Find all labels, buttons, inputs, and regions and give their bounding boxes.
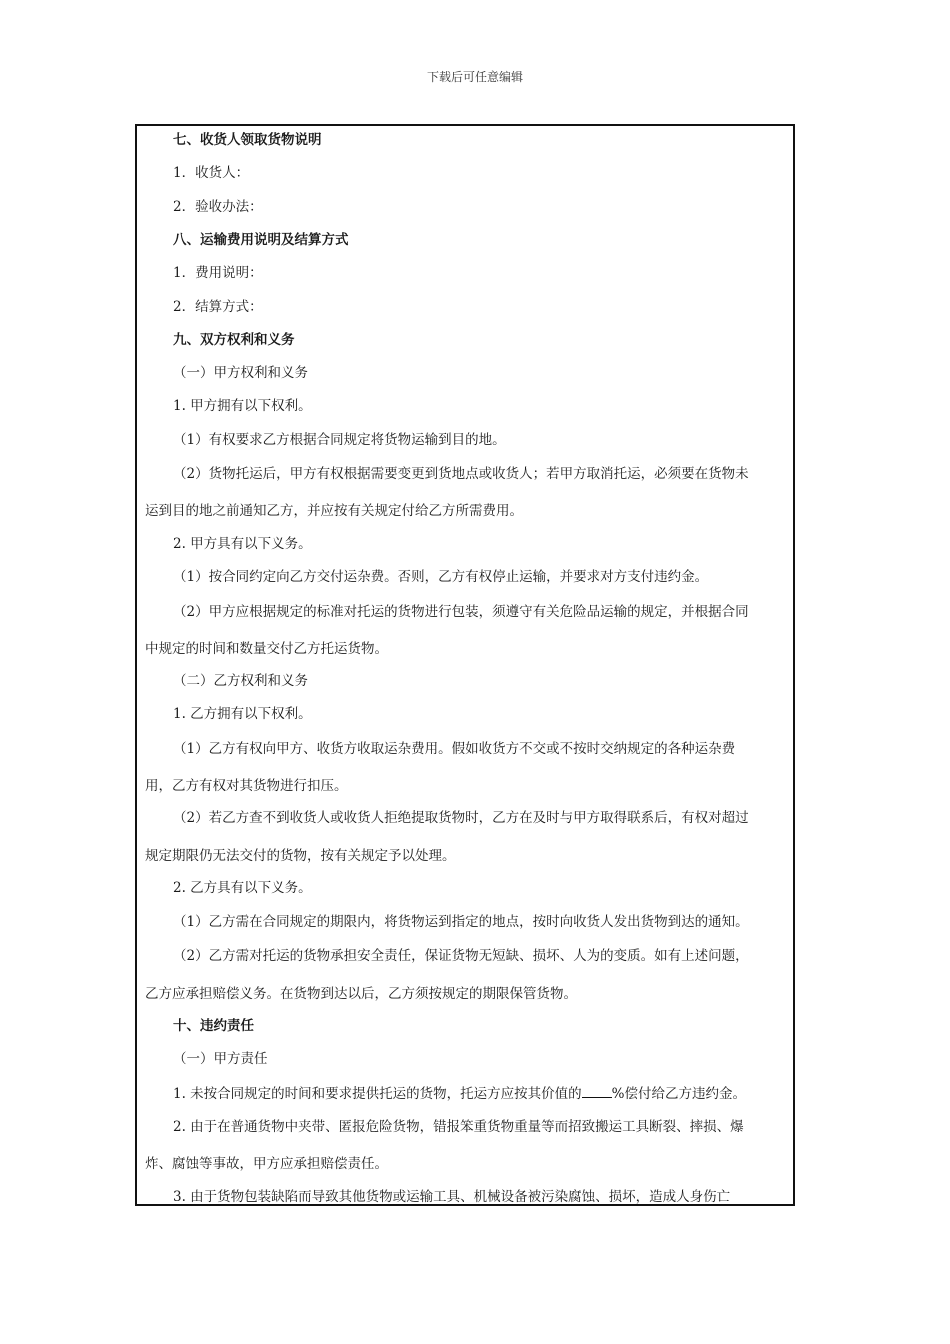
section-10-a-2: 2. 由于在普通货物中夹带、匿报危险货物，错报笨重货物重量等而招致搬运工具断裂、摔损、爆 xyxy=(173,1119,744,1135)
section-9-b-2: 2. 乙方具有以下义务。 xyxy=(173,880,312,896)
section-10-title: 十、违约责任 xyxy=(173,1018,254,1034)
section-9-b-1-1: （1）乙方有权向甲方、收货方收取运杂费用。假如收货方不交或不按时交纳规定的各种运杂费 xyxy=(173,741,736,757)
section-9-b-1-2-cont: 规定期限仍无法交付的货物，按有关规定予以处理。 xyxy=(145,848,456,864)
section-7-title: 七、收货人领取货物说明 xyxy=(173,132,322,148)
percentage-blank xyxy=(582,1083,612,1098)
section-9-b-2-2-cont: 乙方应承担赔偿义务。在货物到达以后，乙方须按规定的期限保管货物。 xyxy=(145,986,577,1002)
section-7-item-1: 1．收货人： xyxy=(173,165,250,181)
section-9-b-2-2: （2）乙方需对托运的货物承担安全责任，保证货物无短缺、损坏、人为的变质。如有上述问题， xyxy=(173,948,749,964)
contract-content-box xyxy=(135,124,795,1206)
section-10-a-2-cont: 炸、腐蚀等事故，甲方应承担赔偿责任。 xyxy=(145,1156,388,1172)
section-9-a-2-2: （2）甲方应根据规定的标准对托运的货物进行包装，须遵守有关危险品运输的规定，并根据合同 xyxy=(173,604,749,620)
section-8-item-1: 1．费用说明： xyxy=(173,265,263,281)
section-9-sub-a: （一）甲方权利和义务 xyxy=(173,365,308,381)
section-9-a-2-1: （1）按合同约定向乙方交付运杂费。否则，乙方有权停止运输，并要求对方支付违约金。 xyxy=(173,569,709,585)
section-9-a-1-2-cont: 运到目的地之前通知乙方，并应按有关规定付给乙方所需费用。 xyxy=(145,503,523,519)
section-8-title: 八、运输费用说明及结算方式 xyxy=(173,232,349,248)
page-header: 下载后可任意编辑 xyxy=(426,70,523,84)
section-9-a-1-2: （2）货物托运后，甲方有权根据需要变更到货地点或收货人；若甲方取消托运，必须要在货物未 xyxy=(173,466,749,482)
section-9-a-1-1: （1）有权要求乙方根据合同规定将货物运输到目的地。 xyxy=(173,432,506,448)
section-10-sub-a: （一）甲方责任 xyxy=(173,1051,268,1067)
section-7-item-2: 2．验收办法： xyxy=(173,199,263,215)
section-9-b-1: 1. 乙方拥有以下权利。 xyxy=(173,706,312,722)
section-9-title: 九、双方权利和义务 xyxy=(173,332,295,348)
section-8-item-2: 2．结算方式： xyxy=(173,299,263,315)
section-10-a-1 xyxy=(145,1083,785,1104)
section-10-a-1-text-after: %偿付给乙方违约金。 xyxy=(611,1086,746,1102)
section-10-a-1-text-before: 1. 未按合同规定的时间和要求提供托运的货物，托运方应按其价值的 xyxy=(173,1086,582,1102)
section-9-a-2-2-cont: 中规定的时间和数量交付乙方托运货物。 xyxy=(145,641,388,657)
section-9-b-2-1: （1）乙方需在合同规定的期限内，将货物运到指定的地点，按时向收货人发出货物到达的通知。 xyxy=(173,914,749,930)
section-9-sub-b: （二）乙方权利和义务 xyxy=(173,673,308,689)
section-10-a-3: 3. 由于货物包装缺陷而导致其他货物或运输工具、机械设备被污染腐蚀、损坏，造成人身伤亡 xyxy=(173,1189,731,1205)
section-9-a-1: 1. 甲方拥有以下权利。 xyxy=(173,398,312,414)
section-9-a-2: 2. 甲方具有以下义务。 xyxy=(173,536,312,552)
section-9-b-1-2: （2）若乙方查不到收货人或收货人拒绝提取货物时，乙方在及时与甲方取得联系后，有权对超过 xyxy=(173,810,749,826)
section-9-b-1-1-cont: 用，乙方有权对其货物进行扣压。 xyxy=(145,778,348,794)
